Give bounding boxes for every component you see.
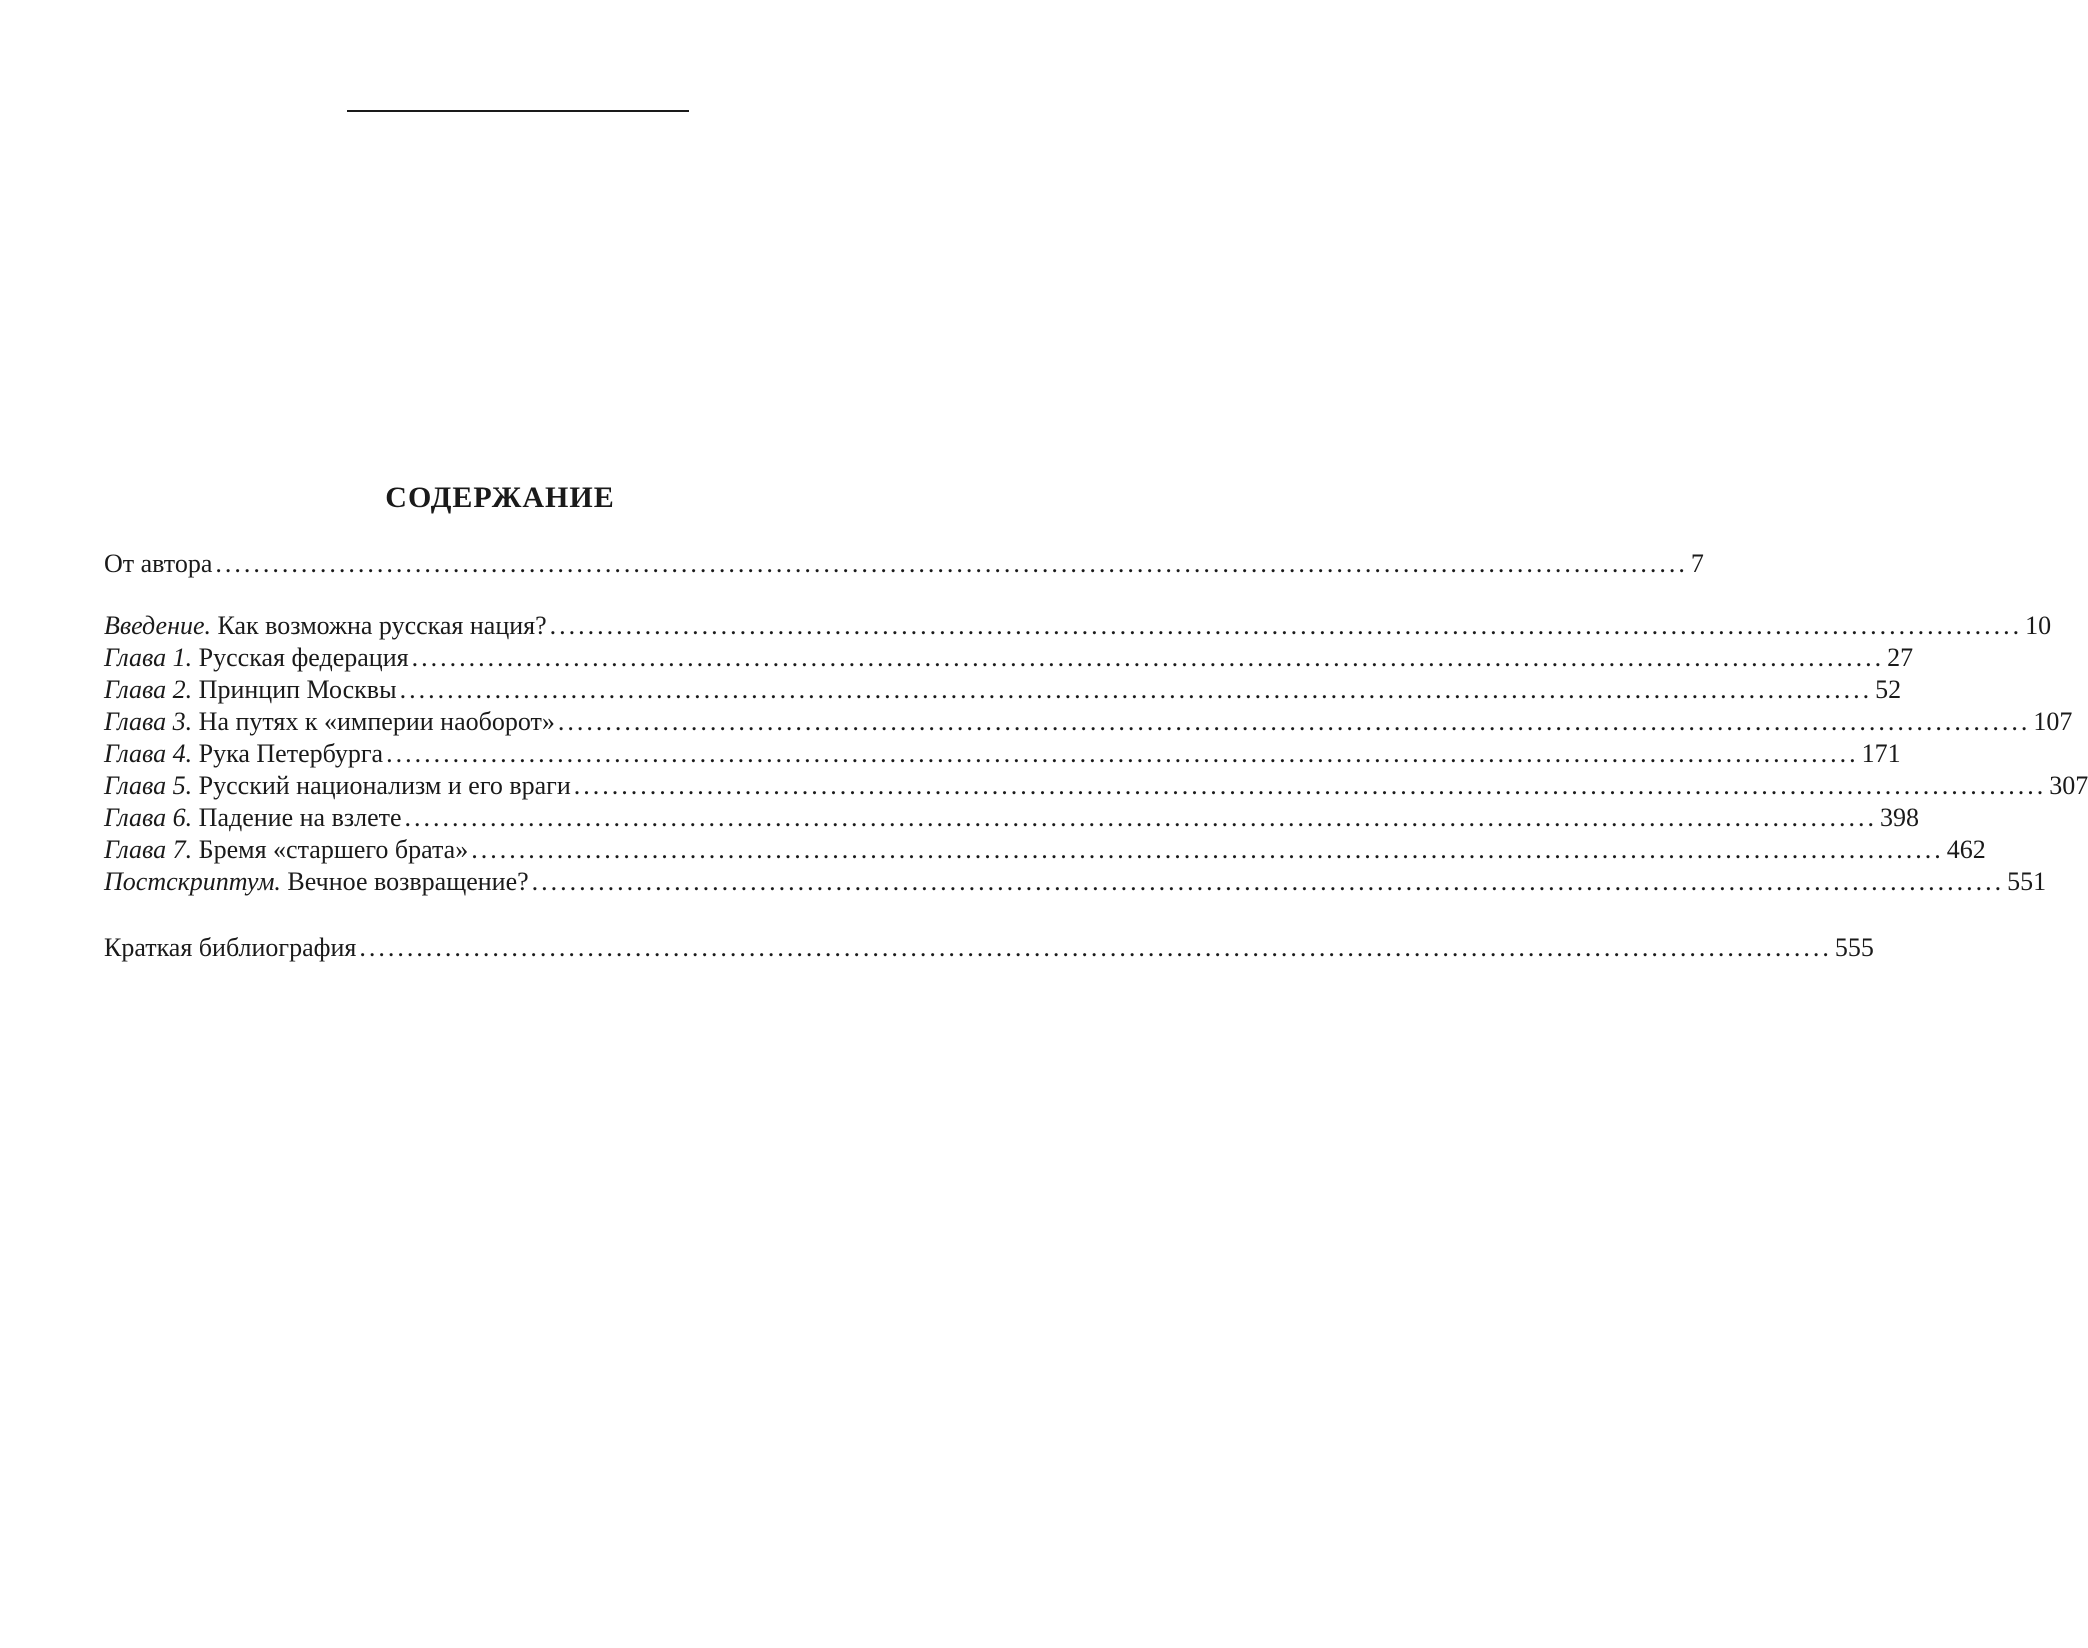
toc-entry-prefix: Глава 4. [104,739,193,768]
toc-entry-label [104,834,468,866]
toc-entry[interactable] [104,706,2073,738]
toc-entry[interactable] [104,674,1902,706]
toc-entry[interactable] [104,738,1901,770]
toc-entry-label [104,866,529,898]
toc-entry-title: Падение на взлете [198,803,402,832]
toc-entry-label [104,610,547,642]
dot-leader: ........................................................................................................................................................... [471,835,1944,864]
toc-entry-label [104,642,409,674]
toc-entry-prefix: Глава 1. [104,643,193,672]
toc-entry[interactable] [104,802,1920,834]
dot-leader: ........................................................................................................................................................... [411,643,1885,672]
top-rule [347,110,689,112]
toc-entry[interactable] [104,548,1704,580]
toc-page-number: 7 [1690,549,1704,578]
toc-page-number: 462 [1946,835,1986,864]
toc-entry-label [104,802,402,834]
toc-entry-title: Краткая библиография [104,933,357,962]
toc-entry-prefix: Глава 3. [104,707,193,736]
toc-entry-label [104,932,356,964]
toc-entry-title: На путях к «империи наоборот» [198,707,555,736]
toc-entry-title: Как возможна русская нация? [217,611,547,640]
toc-entry-title: Вечное возвращение? [287,867,529,896]
toc-entry-title: Рука Петербурга [198,739,384,768]
toc-entry-label [104,738,383,770]
toc-entry-title: Принцип Москвы [198,675,397,704]
toc-entry-label [104,674,397,706]
toc-entry-label [104,548,212,580]
toc-entry-prefix: Введение. [104,611,212,640]
dot-leader: ........................................................................................................................................................... [404,803,1878,832]
dot-leader: ........................................................................................................................................................... [549,611,2023,640]
toc-entry-label [104,706,555,738]
toc-page-number: 551 [2007,867,2047,896]
toc-entry[interactable] [104,866,2047,898]
toc-entry[interactable] [104,834,1986,866]
toc-page-number: 52 [1875,675,1902,704]
dot-leader: ........................................................................................................................................................... [399,675,1873,704]
page-title: СОДЕРЖАНИЕ [385,481,615,514]
toc-page-number: 398 [1880,803,1920,832]
toc-page-number: 171 [1861,739,1901,768]
dot-leader: ........................................................................................................................................................... [557,707,2031,736]
toc-page-number: 10 [2025,611,2052,640]
toc-page-number: 307 [2049,771,2088,800]
toc-entry[interactable] [104,932,1874,964]
toc-entry-title: От автора [104,549,213,578]
dot-leader: ........................................................................................................................................................... [359,933,1832,962]
toc-entry-prefix: Глава 2. [104,675,193,704]
toc-entry-title: Русский национализм и его враги [198,771,571,800]
toc-entry-prefix: Глава 6. [104,803,193,832]
toc-entry-title: Бремя «старшего брата» [198,835,469,864]
toc-entry[interactable] [104,770,2088,802]
dot-leader: ........................................................................................................................................................... [386,739,1859,768]
toc-entry-prefix: Глава 5. [104,771,193,800]
toc-entry[interactable] [104,610,2052,642]
dot-leader: ........................................................................................................................................................... [573,771,2047,800]
dot-leader: ........................................................................................................................................................... [531,867,2005,896]
toc-entry-prefix: Постскриптум. [104,867,281,896]
toc-page-number: 555 [1834,933,1874,962]
toc-page-number: 27 [1887,643,1914,672]
dot-leader: ........................................................................................................................................................... [215,549,1688,578]
toc-entry[interactable] [104,642,1914,674]
toc-entry-prefix: Глава 7. [104,835,193,864]
toc-entry-label [104,770,571,802]
toc-page-number: 107 [2033,707,2073,736]
toc-entry-title: Русская федерация [198,643,409,672]
